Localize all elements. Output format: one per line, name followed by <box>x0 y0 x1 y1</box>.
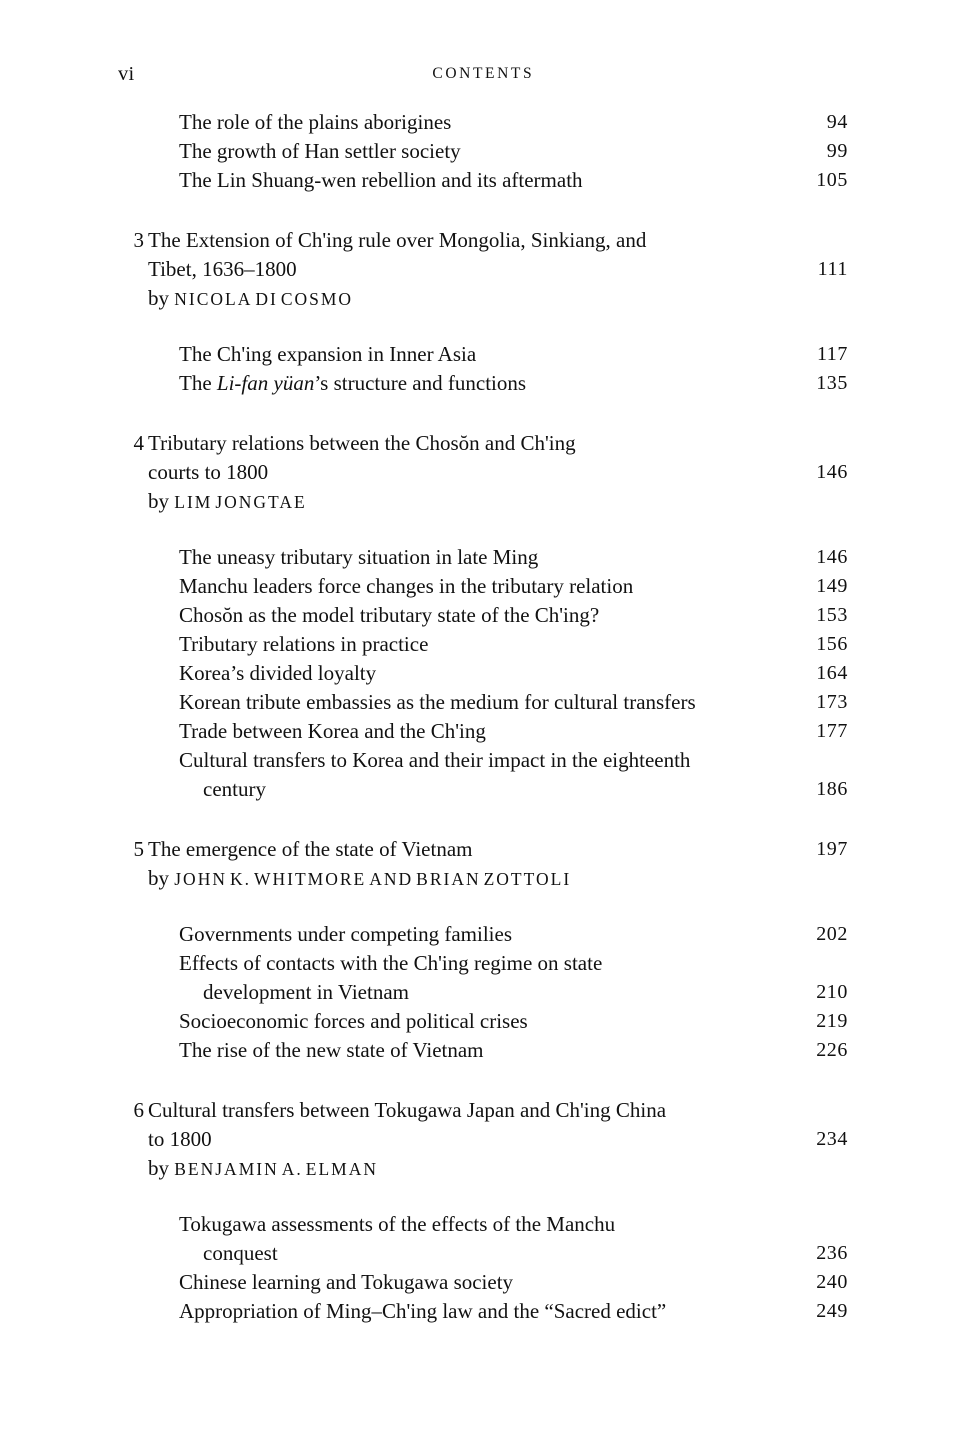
page-number: 135 <box>816 372 848 394</box>
spacer <box>118 195 848 226</box>
toc-entry[interactable] <box>118 137 848 166</box>
section-title: Chinese learning and Tokugawa society <box>179 1270 514 1294</box>
page-number: 146 <box>816 546 848 568</box>
toc-entry[interactable] <box>118 1036 848 1065</box>
toc-entry[interactable] <box>118 1007 848 1036</box>
chapter-entry-3[interactable] <box>118 226 848 313</box>
author-name: LIM JONGTAE <box>174 492 307 512</box>
page-number: 240 <box>816 1271 848 1293</box>
section-title: The Li-fan yüan’s structure and functions <box>179 371 527 395</box>
running-head-title: CONTENTS <box>432 65 535 82</box>
chapter-title-line: Tributary relations between the Chosŏn and Ch'ing <box>148 431 576 455</box>
chapter-byline <box>148 864 574 894</box>
toc-entry[interactable] <box>118 920 848 949</box>
page-number: 153 <box>816 604 848 626</box>
page-number: 164 <box>816 662 848 684</box>
chapter-number: 5 <box>133 837 144 861</box>
section-title: Tokugawa assessments of the effects of the Manchu <box>179 1212 616 1236</box>
running-head <box>118 62 846 86</box>
toc-entry[interactable] <box>118 949 848 1007</box>
page-number: 210 <box>816 981 848 1003</box>
page-number: 202 <box>816 923 848 945</box>
folio-number: vi <box>118 63 135 85</box>
section-title: The growth of Han settler society <box>179 139 461 163</box>
page-number: 99 <box>826 140 848 162</box>
spacer <box>118 398 848 429</box>
author-name: JOHN K. WHITMORE AND BRIAN ZOTTOLI <box>174 869 572 889</box>
section-title: Socioeconomic forces and political crises <box>179 1009 528 1033</box>
chapter-byline <box>148 487 310 517</box>
toc-entry[interactable] <box>118 166 848 195</box>
section-title-italic: Li-fan yüan <box>216 371 315 395</box>
section-title: The role of the plains aborigines <box>179 110 452 134</box>
page-number: 249 <box>816 1300 848 1322</box>
chapter-number: 3 <box>133 228 144 252</box>
spacer <box>118 1065 848 1096</box>
byline-label: by <box>148 489 169 513</box>
section-title-runover: century <box>203 777 266 801</box>
section-title: Chosŏn as the model tributary state of the Ch'ing? <box>179 603 600 627</box>
toc-entry[interactable] <box>118 746 848 804</box>
byline-label: by <box>148 866 169 890</box>
chapter-title-line: The Extension of Ch'ing rule over Mongolia, Sinkiang, and <box>148 228 647 252</box>
section-title-runover: conquest <box>203 1241 278 1265</box>
page-number: 94 <box>826 111 848 133</box>
page-number: 117 <box>816 343 848 365</box>
toc-entry[interactable] <box>118 369 848 398</box>
chapter-byline <box>148 1154 381 1184</box>
author-name: BENJAMIN A. ELMAN <box>174 1159 378 1179</box>
section-title: Effects of contacts with the Ch'ing regime on state <box>179 951 603 975</box>
spacer <box>118 804 848 835</box>
toc-entry[interactable] <box>118 1210 848 1268</box>
page-number: 173 <box>816 691 848 713</box>
chapter-title-line: The emergence of the state of Vietnam <box>148 837 473 861</box>
section-title: Trade between Korea and the Ch'ing <box>179 719 486 743</box>
toc-entry[interactable] <box>118 1268 848 1297</box>
page-number: 111 <box>817 258 848 280</box>
section-title: The Ch'ing expansion in Inner Asia <box>179 342 477 366</box>
section-title: The rise of the new state of Vietnam <box>179 1038 484 1062</box>
chapter-title-line: Tibet, 1636–1800 <box>148 257 297 281</box>
toc-entry[interactable] <box>118 601 848 630</box>
section-title: The uneasy tributary situation in late Ming <box>179 545 539 569</box>
chapter-number: 4 <box>133 431 144 455</box>
page-number: 219 <box>816 1010 848 1032</box>
spacer <box>118 313 848 340</box>
byline-label: by <box>148 1156 169 1180</box>
section-title: Appropriation of Ming–Ch'ing law and the “Sacred edict” <box>179 1299 667 1323</box>
section-title: Manchu leaders force changes in the tributary relation <box>179 574 634 598</box>
toc-entry[interactable] <box>118 659 848 688</box>
toc-entry[interactable] <box>118 543 848 572</box>
chapter-entry-5[interactable] <box>118 835 848 893</box>
page-number: 234 <box>816 1128 848 1150</box>
page-number: 177 <box>816 720 848 742</box>
toc-entry[interactable] <box>118 1297 848 1326</box>
chapter-title-line: to 1800 <box>148 1127 212 1151</box>
page-number: 149 <box>816 575 848 597</box>
spacer <box>118 516 848 543</box>
toc-entry[interactable] <box>118 630 848 659</box>
page-number: 105 <box>816 169 848 191</box>
toc-entry[interactable] <box>118 688 848 717</box>
toc-entry[interactable] <box>118 572 848 601</box>
chapter-title-line: Cultural transfers between Tokugawa Japan and Ch'ing China <box>148 1098 667 1122</box>
page-number: 236 <box>816 1242 848 1264</box>
chapter-number: 6 <box>133 1098 144 1122</box>
toc-entry[interactable] <box>118 108 848 137</box>
toc-entry[interactable] <box>118 340 848 369</box>
toc-entry[interactable] <box>118 717 848 746</box>
table-of-contents <box>118 108 848 1326</box>
chapter-title-line: courts to 1800 <box>148 460 269 484</box>
section-title: Korean tribute embassies as the medium for cultural transfers <box>179 690 696 714</box>
chapter-byline <box>148 284 356 314</box>
spacer <box>118 893 848 920</box>
byline-label: by <box>148 286 169 310</box>
page-number: 186 <box>816 778 848 800</box>
chapter-entry-4[interactable] <box>118 429 848 516</box>
page-number: 146 <box>816 461 848 483</box>
section-title-runover: development in Vietnam <box>203 980 409 1004</box>
chapter-entry-6[interactable] <box>118 1096 848 1183</box>
section-title: Governments under competing families <box>179 922 512 946</box>
author-name: NICOLA DI COSMO <box>174 289 354 309</box>
section-title: Tributary relations in practice <box>179 632 429 656</box>
section-title: Korea’s divided loyalty <box>179 661 377 685</box>
page-number: 226 <box>816 1039 848 1061</box>
section-title: The Lin Shuang-wen rebellion and its aftermath <box>179 168 583 192</box>
page-number: 197 <box>816 838 848 860</box>
spacer <box>118 1183 848 1210</box>
page-number: 156 <box>816 633 848 655</box>
section-title: Cultural transfers to Korea and their impact in the eighteenth <box>179 748 691 772</box>
